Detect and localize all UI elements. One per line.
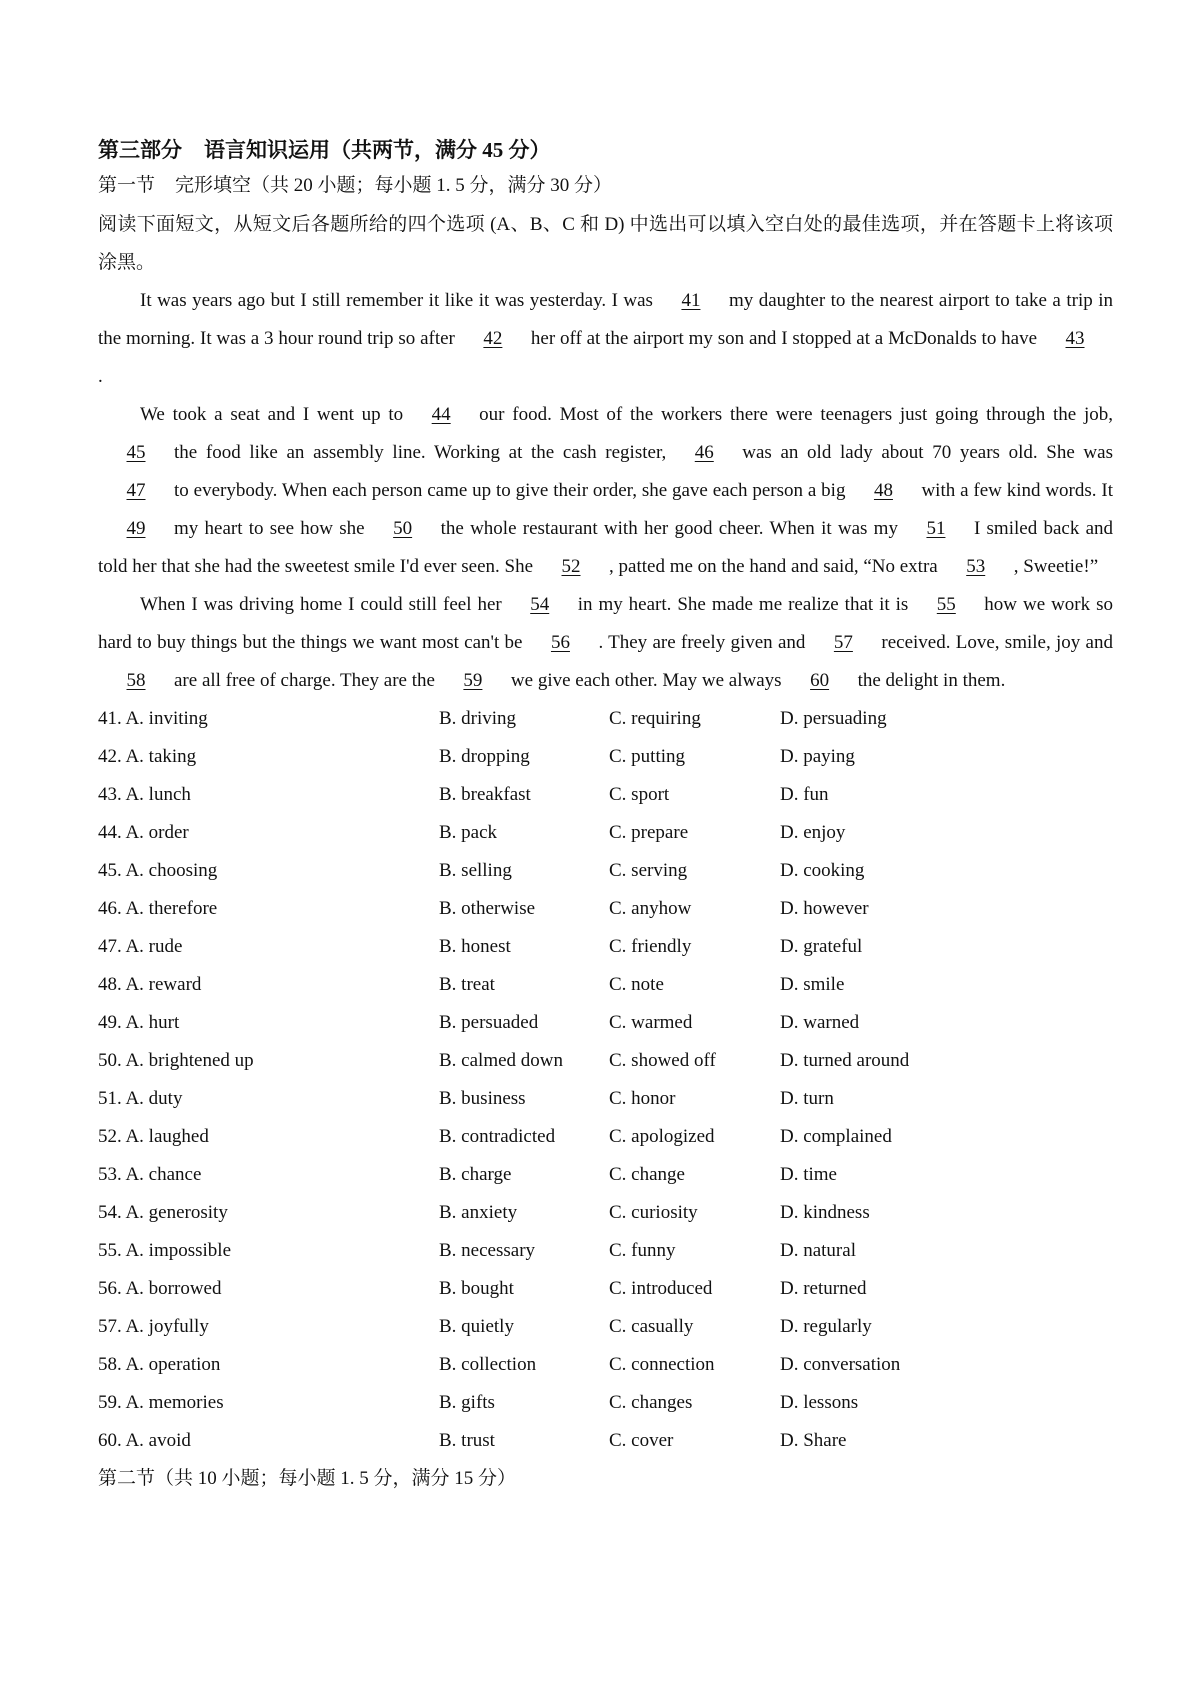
option-c: C. casually bbox=[609, 1316, 694, 1337]
option-b: B. selling bbox=[439, 860, 512, 881]
option-a: 50. A. brightened up bbox=[98, 1050, 254, 1071]
option-b: B. trust bbox=[439, 1430, 495, 1451]
passage-text: our food. Most of the workers there were teenagers just going through the job, bbox=[479, 404, 1113, 425]
blank-45: 45 bbox=[126, 442, 146, 463]
option-b: B. business bbox=[439, 1088, 526, 1109]
option-d: D. lessons bbox=[780, 1392, 859, 1413]
passage-text: with a few kind words. It bbox=[921, 480, 1113, 501]
option-b: B. calmed down bbox=[439, 1050, 564, 1071]
option-d: D. complained bbox=[780, 1126, 892, 1147]
passage-text: the whole restaurant with her good cheer. When it was my bbox=[440, 518, 898, 539]
passage-text: I smiled back and told her that she had the sweetest smile I'd ever seen. She bbox=[98, 518, 1113, 577]
option-row bbox=[98, 1384, 1113, 1422]
passage-text: was an old lady about 70 years old. She was bbox=[742, 442, 1113, 463]
option-a: 51. A. duty bbox=[98, 1088, 183, 1109]
passage-text: my heart to see how she bbox=[174, 518, 365, 539]
passage-text: It was years ago but I still remember it like it was yesterday. I was bbox=[140, 290, 653, 311]
section-description: 完形填空（共 20 小题；每小题 1. 5 分，满分 30 分） bbox=[175, 175, 613, 196]
option-d: D. persuading bbox=[780, 708, 887, 729]
blank-56: 56 bbox=[550, 632, 570, 653]
cloze-passage bbox=[98, 282, 1113, 700]
option-d: D. kindness bbox=[780, 1202, 870, 1223]
blank-54: 54 bbox=[530, 594, 550, 615]
option-b: B. breakfast bbox=[439, 784, 531, 805]
blank-58: 58 bbox=[126, 670, 146, 691]
option-c: C. friendly bbox=[609, 936, 692, 957]
option-row bbox=[98, 1004, 1113, 1042]
blank-41: 41 bbox=[681, 290, 701, 311]
option-b: B. pack bbox=[439, 822, 498, 843]
instructions: 阅读下面短文，从短文后各题所给的四个选项 (A、B、C 和 D) 中选出可以填入空白处的最佳选项，并在答题卡上将该项涂黑。 bbox=[98, 214, 1113, 273]
option-a: 43. A. lunch bbox=[98, 784, 191, 805]
passage-text: her off at the airport my son and I stopped at a McDonalds to have bbox=[530, 328, 1038, 349]
option-row bbox=[98, 700, 1113, 738]
passage-paragraph-2 bbox=[98, 396, 1113, 586]
option-d: D. smile bbox=[780, 974, 845, 995]
option-row bbox=[98, 738, 1113, 776]
option-d: D. fun bbox=[780, 784, 829, 805]
option-b: B. anxiety bbox=[439, 1202, 518, 1223]
passage-text: how we work so hard to buy things but the things we want most can't be bbox=[98, 594, 1113, 653]
option-row bbox=[98, 776, 1113, 814]
passage-text: . They are freely given and bbox=[598, 632, 806, 653]
option-row bbox=[98, 1308, 1113, 1346]
option-b: B. necessary bbox=[439, 1240, 536, 1261]
passage-text: We took a seat and I went up to bbox=[140, 404, 404, 425]
passage-text: . bbox=[98, 366, 103, 387]
section-heading bbox=[98, 168, 1113, 204]
option-a: 42. A. taking bbox=[98, 746, 197, 767]
passage-text: we give each other. May we always bbox=[510, 670, 782, 691]
option-a: 46. A. therefore bbox=[98, 898, 218, 919]
option-d: D. conversation bbox=[780, 1354, 901, 1375]
passage-text: in my heart. She made me realize that it is bbox=[577, 594, 909, 615]
passage-paragraph-3 bbox=[98, 586, 1113, 700]
option-c: C. note bbox=[609, 974, 664, 995]
option-b: B. quietly bbox=[439, 1316, 514, 1337]
option-row bbox=[98, 890, 1113, 928]
option-d: D. regularly bbox=[780, 1316, 872, 1337]
blank-55: 55 bbox=[936, 594, 956, 615]
blank-42: 42 bbox=[483, 328, 503, 349]
option-row bbox=[98, 928, 1113, 966]
option-a: 41. A. inviting bbox=[98, 708, 208, 729]
option-a: 48. A. reward bbox=[98, 974, 202, 995]
option-d: D. paying bbox=[780, 746, 855, 767]
option-b: B. treat bbox=[439, 974, 495, 995]
option-c: C. connection bbox=[609, 1354, 715, 1375]
option-c: C. introduced bbox=[609, 1278, 713, 1299]
option-c: C. cover bbox=[609, 1430, 674, 1451]
option-row bbox=[98, 1270, 1113, 1308]
option-b: B. charge bbox=[439, 1164, 512, 1185]
option-a: 47. A. rude bbox=[98, 936, 183, 957]
option-c: C. prepare bbox=[609, 822, 689, 843]
blank-60: 60 bbox=[810, 670, 830, 691]
option-a: 44. A. order bbox=[98, 822, 189, 843]
option-d: D. warned bbox=[780, 1012, 860, 1033]
blank-51: 51 bbox=[926, 518, 946, 539]
option-c: C. warmed bbox=[609, 1012, 693, 1033]
option-c: C. honor bbox=[609, 1088, 676, 1109]
option-row bbox=[98, 1156, 1113, 1194]
option-b: B. bought bbox=[439, 1278, 514, 1299]
option-a: 56. A. borrowed bbox=[98, 1278, 222, 1299]
passage-text: the delight in them. bbox=[857, 670, 1006, 691]
blank-59: 59 bbox=[463, 670, 483, 691]
answer-options bbox=[98, 700, 1113, 1460]
part-title: 语言知识运用（共两节，满分 45 分） bbox=[204, 138, 551, 162]
option-a: 45. A. choosing bbox=[98, 860, 218, 881]
passage-text: to everybody. When each person came up to give their order, she gave each person a big bbox=[174, 480, 846, 501]
passage-text: , patted me on the hand and said, “No extra bbox=[609, 556, 938, 577]
option-d: D. enjoy bbox=[780, 822, 846, 843]
option-b: B. otherwise bbox=[439, 898, 536, 919]
passage-paragraph-1 bbox=[98, 282, 1113, 396]
option-row bbox=[98, 1080, 1113, 1118]
passage-text: When I was driving home I could still feel her bbox=[140, 594, 502, 615]
option-row bbox=[98, 1194, 1113, 1232]
option-a: 57. A. joyfully bbox=[98, 1316, 209, 1337]
option-a: 55. A. impossible bbox=[98, 1240, 232, 1261]
blank-48: 48 bbox=[873, 480, 893, 501]
blank-57: 57 bbox=[833, 632, 853, 653]
option-b: B. contradicted bbox=[439, 1126, 556, 1147]
passage-text: the food like an assembly line. Working at the cash register, bbox=[174, 442, 667, 463]
option-row bbox=[98, 1232, 1113, 1270]
option-c: C. curiosity bbox=[609, 1202, 698, 1223]
option-a: 52. A. laughed bbox=[98, 1126, 209, 1147]
blank-49: 49 bbox=[126, 518, 146, 539]
part-label: 第三部分 bbox=[98, 138, 182, 162]
option-row bbox=[98, 814, 1113, 852]
blank-50: 50 bbox=[393, 518, 413, 539]
passage-text: received. Love, smile, joy and bbox=[881, 632, 1113, 653]
blank-47: 47 bbox=[126, 480, 146, 501]
blank-44: 44 bbox=[431, 404, 451, 425]
section2-heading: 第二节（共 10 小题；每小题 1. 5 分，满分 15 分） bbox=[98, 1468, 517, 1489]
option-c: C. anyhow bbox=[609, 898, 692, 919]
option-a: 54. A. generosity bbox=[98, 1202, 228, 1223]
option-a: 58. A. operation bbox=[98, 1354, 221, 1375]
option-c: C. change bbox=[609, 1164, 685, 1185]
option-d: D. returned bbox=[780, 1278, 867, 1299]
option-c: C. requiring bbox=[609, 708, 701, 729]
option-c: C. showed off bbox=[609, 1050, 716, 1071]
option-b: B. collection bbox=[439, 1354, 537, 1375]
option-row bbox=[98, 1346, 1113, 1384]
option-d: D. however bbox=[780, 898, 869, 919]
blank-53: 53 bbox=[966, 556, 986, 577]
option-row bbox=[98, 1422, 1113, 1460]
option-a: 49. A. hurt bbox=[98, 1012, 180, 1033]
option-b: B. honest bbox=[439, 936, 511, 957]
option-d: D. Share bbox=[780, 1430, 847, 1451]
option-c: C. funny bbox=[609, 1240, 676, 1261]
option-row bbox=[98, 1118, 1113, 1156]
option-b: B. persuaded bbox=[439, 1012, 539, 1033]
option-b: B. gifts bbox=[439, 1392, 495, 1413]
option-d: D. turn bbox=[780, 1088, 834, 1109]
option-b: B. dropping bbox=[439, 746, 530, 767]
option-a: 53. A. chance bbox=[98, 1164, 202, 1185]
option-d: D. grateful bbox=[780, 936, 863, 957]
option-d: D. time bbox=[780, 1164, 837, 1185]
option-c: C. changes bbox=[609, 1392, 693, 1413]
option-d: D. cooking bbox=[780, 860, 865, 881]
option-c: C. apologized bbox=[609, 1126, 715, 1147]
blank-52: 52 bbox=[561, 556, 581, 577]
passage-text: are all free of charge. They are the bbox=[174, 670, 435, 691]
exam-page bbox=[98, 132, 1113, 1498]
option-d: D. turned around bbox=[780, 1050, 910, 1071]
option-c: C. sport bbox=[609, 784, 670, 805]
blank-43: 43 bbox=[1065, 328, 1085, 349]
option-d: D. natural bbox=[780, 1240, 856, 1261]
passage-text: , Sweetie!” bbox=[1013, 556, 1099, 577]
section-label: 第一节 bbox=[98, 175, 156, 196]
option-row bbox=[98, 1042, 1113, 1080]
option-b: B. driving bbox=[439, 708, 517, 729]
option-a: 59. A. memories bbox=[98, 1392, 224, 1413]
part-heading bbox=[98, 132, 1113, 168]
option-a: 60. A. avoid bbox=[98, 1430, 191, 1451]
passage-text: my daughter to the nearest airport to take a trip in the morning. It was a 3 hour round trip so after bbox=[98, 290, 1113, 349]
blank-46: 46 bbox=[694, 442, 714, 463]
option-row bbox=[98, 852, 1113, 890]
option-c: C. putting bbox=[609, 746, 686, 767]
option-row bbox=[98, 966, 1113, 1004]
option-c: C. serving bbox=[609, 860, 688, 881]
